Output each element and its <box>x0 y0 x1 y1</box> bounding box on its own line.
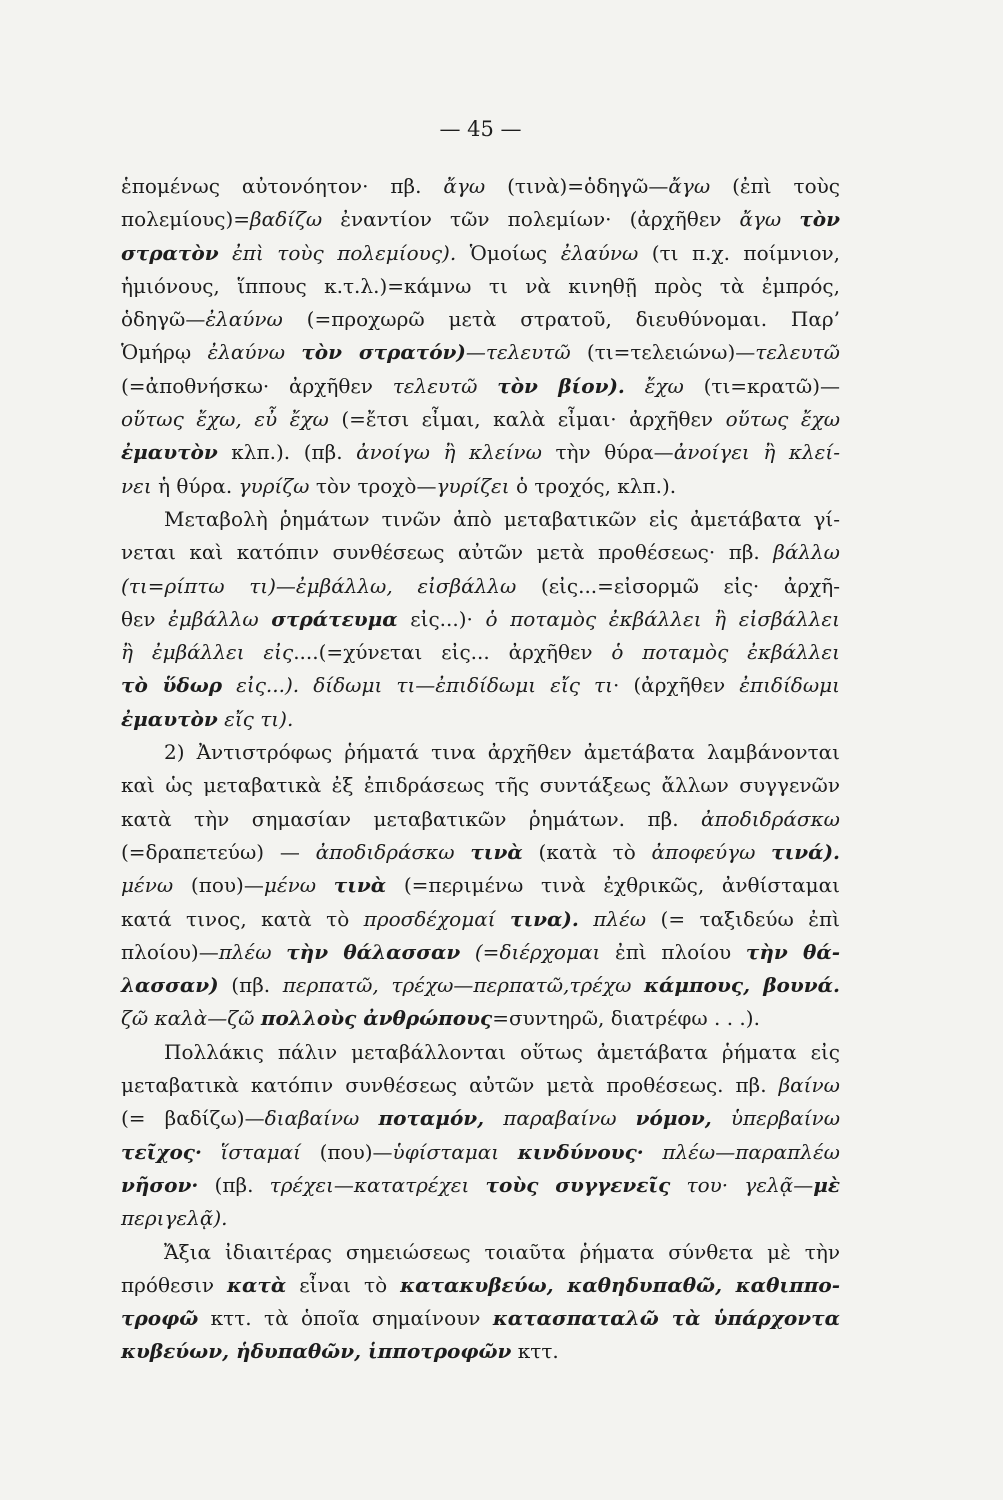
text-run: νεται καὶ κατόπιν συνθέσεως αὐτῶν μετὰ προθέσεως· πβ. <box>121 540 774 565</box>
text-run: κττ. <box>511 1339 559 1364</box>
text-run: (κατὰ τὸ <box>522 839 652 864</box>
text-run: (=δραπετεύω) — <box>121 839 316 864</box>
text-run: 2) Ἀντιστρόφως ῥήματά τινα ἀρχῆθεν ἀμετάβατα λαμβάνονται <box>164 740 840 765</box>
italic-text: εἴς τι). <box>217 706 294 731</box>
line-content <box>121 303 840 336</box>
line-content <box>121 1169 840 1202</box>
text-line <box>121 403 840 436</box>
text-run: εἰς...)· <box>397 606 486 631</box>
line-content <box>121 636 840 669</box>
paragraph <box>121 1036 840 1236</box>
italic-text: ἢ ἐμβάλλει εἰς <box>121 640 294 665</box>
bold-italic-text: κατακυβεύω, καθηδυπαθῶ, καθιππο- <box>400 1272 841 1297</box>
italic-text: παραβαίνω <box>484 1106 636 1131</box>
italic-text: ἀποδιδράσκω <box>701 806 840 831</box>
text-run: ὁ τροχός, κλπ.). <box>509 473 677 498</box>
line-content <box>121 170 840 203</box>
line-content <box>164 503 840 536</box>
text-run: τὸν τροχὸ— <box>309 473 437 498</box>
text-line <box>121 903 840 936</box>
text-line <box>121 636 840 669</box>
text-line <box>121 1002 840 1035</box>
bold-italic-text: τὸν βίον). <box>497 373 625 398</box>
text-body <box>121 170 840 1369</box>
line-content <box>121 237 840 270</box>
line-content <box>121 969 840 1002</box>
bold-italic-text: νόμον, <box>635 1106 712 1131</box>
text-line <box>121 703 840 736</box>
line-content <box>121 903 840 936</box>
text-line <box>121 436 840 469</box>
italic-text: του· γελᾷ— <box>670 1172 814 1197</box>
italic-text: ἀνοίγω ἢ κλείνω <box>356 440 542 465</box>
text-run: (τινὰ)=ὁδηγῶ— <box>485 174 669 198</box>
bold-italic-text: τοὺς συγγενεῖς <box>485 1172 671 1197</box>
text-run: ἑπομένως αὐτονόητον· πβ. <box>121 174 444 198</box>
text-line <box>121 1236 840 1269</box>
text-run: (τι π.χ. ποίμνιον, <box>638 240 841 265</box>
text-run: καὶ ὡς μεταβατικὰ ἐξ ἐπιδράσεως τῆς συντάξεως ἄλλων συγγενῶν <box>121 773 840 798</box>
text-run: Πολλάκις πάλιν μεταβάλλονται οὕτως ἀμετάβατα ῥήματα εἰς <box>164 1039 840 1064</box>
bold-italic-text: κατασπαταλῶ τὰ ὑπάρχοντα <box>492 1306 840 1331</box>
paragraph <box>121 170 840 503</box>
italic-text: —τελευτῶ <box>465 340 571 365</box>
text-run: Ὁμοίως <box>456 240 561 265</box>
text-run: (τι=κρατῶ)— <box>683 373 841 398</box>
text-line <box>121 237 840 270</box>
italic-text: νει <box>121 473 152 498</box>
text-run: πολεμίους)= <box>121 207 251 232</box>
italic-text: ἐμβάλλω <box>168 606 272 631</box>
italic-text: εἰς...). δίδωμι τι—ἐπιδίδωμι εἴς τι <box>222 673 613 698</box>
italic-text: ζῶ καλὰ—ζῶ <box>121 1006 261 1031</box>
italic-text: ἐλαύνω <box>560 240 639 265</box>
italic-text: ἀνοίγει ἢ κλεί- <box>673 440 840 465</box>
text-line <box>121 769 840 802</box>
italic-text: βάλλω <box>773 540 840 565</box>
bold-italic-text: τὴν θά- <box>745 939 841 964</box>
text-line <box>121 1136 840 1169</box>
text-line <box>121 1036 840 1069</box>
text-line <box>121 1335 840 1368</box>
text-run: (πβ. <box>198 1172 270 1197</box>
bold-italic-text: νῆσον· <box>121 1172 199 1197</box>
italic-text: πλέω <box>218 939 287 964</box>
italic-text: ὑφίσταμαι <box>392 1139 518 1164</box>
line-content <box>121 203 840 236</box>
line-content <box>121 403 840 436</box>
text-run: (ἐπὶ τοὺς <box>710 174 841 198</box>
text-line <box>121 836 840 869</box>
bold-italic-text: ἐμαυτὸν <box>121 440 218 465</box>
line-content <box>121 869 840 902</box>
text-line <box>121 603 840 636</box>
italic-text: πλέω—παραπλέω <box>643 1139 840 1164</box>
line-content <box>121 270 840 303</box>
line-content <box>121 1335 559 1368</box>
text-run: ἐναντίον τῶν πολεμίων· (ἀρχῆθεν <box>322 207 740 232</box>
text-line <box>121 470 840 503</box>
text-run: κττ. τὰ ὁποῖα σημαίνουν <box>198 1306 493 1331</box>
bold-italic-text: λασσαν) <box>121 973 219 998</box>
bold-italic-text: κινδύνους· <box>517 1139 644 1164</box>
italic-text: τελευτῶ <box>392 373 498 398</box>
bold-italic-text: τινὰ <box>470 839 523 864</box>
text-run: κλπ.). (πβ. <box>217 440 357 465</box>
text-run: κατὰ τὴν σημασίαν μεταβατικῶν ῥημάτων. πβ. <box>121 806 702 831</box>
line-content <box>121 336 840 369</box>
bold-italic-text: τὸν στρατόν) <box>301 340 466 365</box>
text-run: =συντηρῶ, διατρέφω . . .). <box>492 1006 760 1031</box>
italic-text: ἄγω <box>668 174 711 198</box>
text-run: (πβ. <box>218 973 283 998</box>
text-run: (εἰς...=εἰσορμῶ εἰς· ἀρχῆ- <box>516 573 840 598</box>
bold-italic-text: τινα). <box>509 906 579 931</box>
italic-text: μένω <box>121 873 174 898</box>
text-line <box>121 969 840 1002</box>
line-content <box>121 570 840 603</box>
italic-text: γυρίζει <box>436 473 510 498</box>
text-run: τὴν θύρα— <box>541 440 674 465</box>
text-line <box>121 803 840 836</box>
text-run: ....(=χύνεται εἰς... ἀρχῆθεν <box>293 640 612 665</box>
line-content <box>121 1302 840 1335</box>
line-content <box>121 836 840 869</box>
line-content <box>121 536 840 569</box>
text-line <box>121 1302 840 1335</box>
italic-text: (τι=ρίπτω τι)—ἐμβάλλω, εἰσβάλλω <box>121 573 517 598</box>
text-run: (τι=τελειώνω)— <box>570 340 756 365</box>
line-content <box>121 1202 228 1235</box>
line-content <box>121 1002 760 1035</box>
italic-text: βαίνω <box>778 1073 840 1098</box>
line-content <box>121 470 676 503</box>
paragraph <box>121 736 840 1036</box>
text-line <box>121 370 840 403</box>
italic-text: οὕτως ἔχω <box>725 407 841 432</box>
text-line <box>121 936 840 969</box>
text-line <box>121 1169 840 1202</box>
line-content <box>121 603 840 636</box>
italic-text: ἀποφεύγω <box>651 839 772 864</box>
italic-text: ἐπὶ τοὺς πολεμίους). <box>218 240 457 265</box>
bold-italic-text: ἐμαυτὸν <box>121 706 218 731</box>
italic-text: (=διέρχομαι <box>460 939 601 964</box>
bold-italic-text: στράτευμα <box>271 606 398 631</box>
italic-text: πλέω <box>578 906 647 931</box>
italic-text: μένω <box>263 873 334 898</box>
line-content <box>164 1236 840 1269</box>
text-run: (που)— <box>173 873 264 898</box>
text-run: Μεταβολὴ ῥημάτων τινῶν ἀπὸ μεταβατικῶν εἰς ἀμετάβατα γί- <box>164 506 840 531</box>
text-run: κατά τινος, κατὰ τὸ <box>121 906 364 931</box>
text-line <box>121 1069 840 1102</box>
italic-text: ἵσταμαί <box>201 1139 301 1164</box>
bold-italic-text: κατὰ <box>227 1272 287 1297</box>
bold-italic-text: τεῖχος· <box>121 1139 202 1164</box>
text-line <box>121 503 840 536</box>
italic-text: ὁ ποταμὸς ἐκβάλλει ἢ εἰσβάλλει <box>485 606 840 631</box>
italic-text: τελευτῶ <box>755 340 840 365</box>
line-content <box>164 736 840 769</box>
text-run: ἐπὶ πλοίου <box>600 939 746 964</box>
text-line <box>121 1102 840 1135</box>
italic-text: ἐλαύνω <box>207 340 302 365</box>
text-run: (= βαδίζω)— <box>121 1106 265 1131</box>
bold-italic-text: ποταμόν, <box>378 1106 485 1131</box>
text-line <box>121 536 840 569</box>
bold-italic-text: τὸν <box>799 207 841 232</box>
line-content <box>121 769 840 802</box>
italic-text: ἀποδιδράσκω <box>315 839 471 864</box>
line-content <box>121 803 840 836</box>
italic-text: τρέχει—κατατρέχει <box>269 1172 486 1197</box>
text-run: (=προχωρῶ μετὰ στρατοῦ, διευθύνομαι. Παρ’ <box>282 307 840 332</box>
bold-italic-text: τὸ ὕδωρ <box>121 673 223 698</box>
bold-italic-text: κάμπους, βουνά. <box>644 973 840 998</box>
line-content <box>121 436 840 469</box>
bold-italic-text: στρατὸν <box>121 240 219 265</box>
page-number: — 45 — <box>439 117 522 141</box>
italic-text: ἐλαύνω <box>205 307 283 332</box>
bold-italic-text: τινὰ <box>333 873 387 898</box>
italic-text: περπατῶ, τρέχω—περπατῶ,τρέχω <box>282 973 645 998</box>
text-line <box>121 570 840 603</box>
paragraph <box>121 1236 840 1369</box>
paragraph <box>121 503 840 736</box>
text-run: Ὁμήρῳ <box>121 340 208 365</box>
line-content <box>121 936 840 969</box>
text-run: · (ἀρχῆθεν <box>612 673 740 698</box>
text-run: (=ἔτσι εἶμαι, καλὰ εἶμαι· ἀρχῆθεν <box>328 407 726 432</box>
text-line <box>121 170 840 203</box>
italic-text: περιγελᾷ). <box>121 1206 228 1231</box>
text-run: πρόθεσιν <box>121 1272 228 1297</box>
italic-text: γυρίζω <box>238 473 310 498</box>
text-run: (που)— <box>300 1139 393 1164</box>
line-content <box>121 1102 840 1135</box>
line-content <box>121 1069 840 1102</box>
italic-text: ἄγω <box>739 207 800 232</box>
text-run: ἡ θύρα. <box>151 473 239 498</box>
text-run: (=περιμένω τινὰ ἐχθρικῶς, ἀνθίσταμαι <box>386 873 841 898</box>
text-run: μεταβατικὰ κατόπιν συνθέσεως αὐτῶν μετὰ προθέσεως. πβ. <box>121 1073 779 1098</box>
text-run: εἶναι τὸ <box>286 1272 401 1297</box>
text-line <box>121 669 840 702</box>
text-line <box>121 336 840 369</box>
text-run: ἡμιόνους, ἵππους κ.τ.λ.)=κάμνω τι νὰ κινηθῇ πρὸς τὰ ἐμπρός, <box>121 273 840 298</box>
italic-text: ἔχω <box>624 373 684 398</box>
text-run: πλοίου)— <box>121 939 219 964</box>
text-line <box>121 270 840 303</box>
bold-italic-text: τὴν θάλασσαν <box>286 939 461 964</box>
italic-text: οὕτως ἔχω, εὖ ἔχω <box>121 407 329 432</box>
line-content <box>164 1036 840 1069</box>
text-line <box>121 736 840 769</box>
text-run: (=ἀποθνήσκω· ἀρχῆθεν <box>121 373 393 398</box>
italic-text: ἄγω <box>443 174 486 198</box>
bold-italic-text: τινά). <box>771 839 840 864</box>
italic-text: προσδέχομαί <box>363 906 510 931</box>
text-run: θεν <box>121 606 169 631</box>
text-line <box>121 1202 840 1235</box>
text-line <box>121 869 840 902</box>
bold-italic-text: κυβεύων, ἡδυπαθῶν, ἱπποτροφῶν <box>121 1339 512 1364</box>
line-content <box>121 669 840 702</box>
italic-text: ἐπιδίδωμι <box>739 673 840 698</box>
italic-text: ὑπερβαίνω <box>711 1106 841 1131</box>
text-run: ὁδηγῶ— <box>121 307 206 332</box>
text-line <box>121 303 840 336</box>
line-content <box>121 703 293 736</box>
bold-italic-text: τροφῶ <box>121 1306 199 1331</box>
text-line <box>121 1269 840 1302</box>
bold-italic-text: πολλοὺς ἀνθρώπους <box>260 1006 493 1031</box>
line-content <box>121 1136 840 1169</box>
line-content <box>121 370 840 403</box>
text-run: (= ταξιδεύω ἐπὶ <box>646 906 840 931</box>
italic-text: διαβαίνω <box>264 1106 379 1131</box>
italic-text: ὁ ποταμὸς ἐκβάλλει <box>611 640 840 665</box>
text-run: Ἄξια ἰδιαιτέρας σημειώσεως τοιαῦτα ῥήματα σύνθετα μὲ τὴν <box>164 1239 840 1264</box>
text-line <box>121 203 840 236</box>
italic-text: βαδίζω <box>250 207 323 232</box>
bold-italic-text: μὲ <box>813 1172 840 1197</box>
line-content <box>121 1269 840 1302</box>
